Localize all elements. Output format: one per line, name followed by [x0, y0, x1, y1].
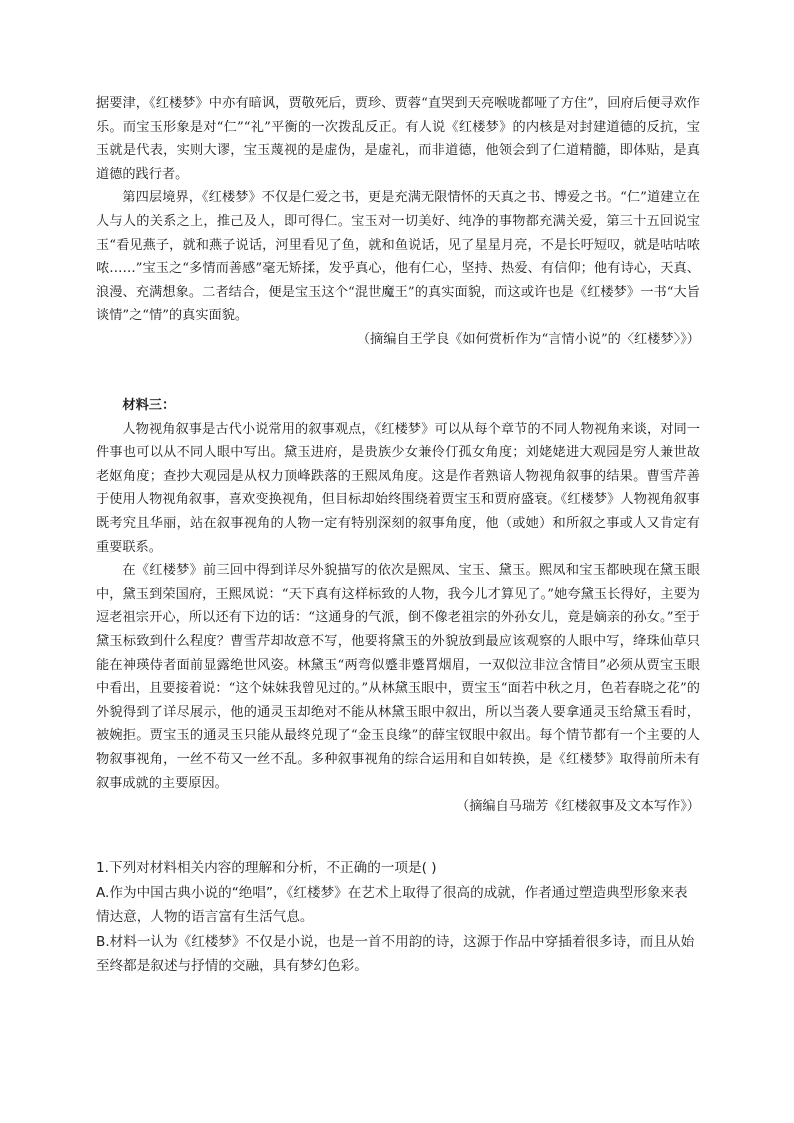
paragraph: 在《红楼梦》前三回中得到详尽外貌描写的依次是熙凤、宝玉、黛玉。熙凤和宝玉都映现在黛玉眼中，黛玉到荣国府，王熙凤说：“天下真有这样标致的人物，我今儿才算见了。”她夸黛玉长得好，主要为逗老祖宗开心，所以还有下边的话：“这通身的气派，倒不像老祖宗的外孙女儿，竟是嫡亲的孙女。”至于黛玉标致到什么程度？曹雪芹却故意不写，他要将黛玉的外貌放到最应该观察的人眼中写，绛珠仙草只能在神瑛侍者面前显露绝世风姿。林黛玉“两弯似蹙非蹙罥烟眉，一双似泣非泣含情目”必须从贾宝玉眼中看出，且要接着说：“这个妹妹我曾见过的。”从林黛玉眼中，贾宝玉“面若中秋之月，色若春晓之花”的外貌得到了详尽展示，他的通灵玉却绝对不能从林黛玉眼中叙出，所以当袭人要拿通灵玉给黛玉看时，被婉拒。贾宝玉的通灵玉只能从最终兑现了“金玉良缘”的薛宝钗眼中叙出。每个情节都有一个主要的人物叙事视角，一丝不苟又一丝不乱。多种叙事视角的综合运用和自如转换，是《红楼梦》取得前所未有叙事成就的主要原因。 [96, 563, 700, 791]
question-block [96, 856, 700, 979]
material-two-continuation [96, 92, 700, 352]
paragraph: 据要津，《红楼梦》中亦有暗讽，贾敬死后，贾珍、贾蓉“直哭到天亮喉咙都哑了方住”，回府后便寻欢作乐。而宝玉形象是对“仁”“礼”平衡的一次拨乱反正。有人说《红楼梦》的内核是对封建道德的反抗，宝玉就是代表，实则大谬，宝玉蔑视的是虚伪，是虚礼，而非道德，他领会到了仁道精髓，即体贴，是真道德的践行者。 [96, 96, 700, 182]
question-stem: 1.下列对材料相关内容的理解和分析，不正确的一项是( ) [96, 860, 437, 876]
option-b: B.材料一认为《红楼梦》不仅是小说，也是一首不用韵的诗，这源于作品中穿插着很多诗，而且从始至终都是叙述与抒情的交融，具有梦幻色彩。 [96, 933, 695, 975]
source-citation: （摘编自马瑞芳《红楼叙事及文本写作》） [456, 799, 700, 815]
section-heading: 材料三： [122, 398, 176, 413]
paragraph: 第四层境界，《红楼梦》不仅是仁爱之书，更是充满无限情怀的天真之书、博爱之书。“仁”道建立在人与人的关系之上，推己及人，即可得仁。宝玉对一切美好、纯净的事物都充满关爱，第三十五回说宝玉“看见燕子，就和燕子说话，河里看见了鱼，就和鱼说话，见了星星月亮，不是长吁短叹，就是咕咕哝哝……”宝玉之“多情而善感”毫无矫揉，发乎真心，他有仁心，坚持、热爱、有信仰；他有诗心，天真、浪漫、充满想象。二者结合，便是宝玉这个“混世魔王”的真实面貌，而这或许也是《红楼梦》一书“大旨谈情”之“情”的真实面貌。 [96, 190, 700, 324]
paragraph: 人物视角叙事是古代小说常用的叙事观点，《红楼梦》可以从每个章节的不同人物视角来谈，对同一件事也可以从不同人眼中写出。黛玉进府，是贵族少女兼伶仃孤女角度；刘姥姥进大观园是穷人兼世故老妪角度；查抄大观园是从权力顶峰跌落的王熙凤角度。这是作者熟谙人物视角叙事的结果。曹雪芹善于使用人物视角叙事，喜欢变换视角，但目标却始终围绕着贾宝玉和贾府盛衰。《红楼梦》人物视角叙事既考究且华丽，站在叙事视角的人物一定有特别深刻的叙事角度，他（或她）和所叙之事或人又肯定有重要联系。 [96, 421, 700, 555]
source-citation: （摘编自王学良《如何赏析作为“言情小说”的〈红楼梦〉》） [356, 331, 700, 347]
material-three [96, 394, 700, 819]
option-a: A.作为中国古典小说的“绝唱”，《红楼梦》在艺术上取得了很高的成就，作者通过塑造典型形象来表情达意，人物的语言富有生活气息。 [96, 884, 688, 926]
